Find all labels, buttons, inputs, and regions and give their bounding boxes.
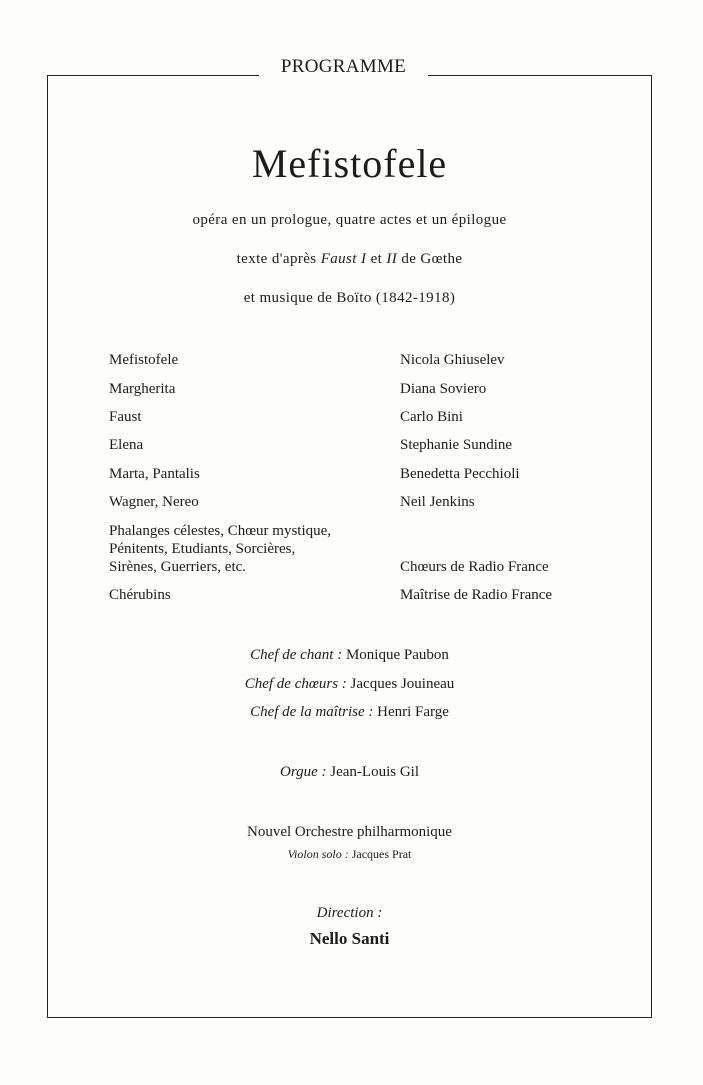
orchestra-name: Nouvel Orchestre philharmonique: [247, 824, 452, 840]
credit-label: Chef de chœurs :: [244, 676, 347, 692]
cast-performer: Neil Jenkins: [400, 494, 475, 510]
cast-performer: Nicola Ghiuselev: [400, 352, 505, 368]
header-rule-left: [47, 75, 259, 76]
frame-right-border: [651, 75, 652, 1018]
cast-performer: Maîtrise de Radio France: [400, 587, 553, 603]
cast-performer: Stephanie Sundine: [400, 437, 513, 453]
cast-performer: Chœurs de Radio France: [400, 559, 549, 575]
cast-performer: Diana Soviero: [400, 381, 487, 397]
cast-role: Faust: [109, 409, 142, 425]
work-title: Mefistofele: [251, 141, 448, 186]
cast-performer: Carlo Bini: [400, 409, 463, 425]
cast-role: Wagner, Nereo: [109, 494, 199, 510]
header-rule-right: [428, 75, 652, 76]
credit-name: Henri Farge: [377, 704, 449, 720]
direction-label: Direction :: [316, 905, 383, 921]
cast-role: Mefistofele: [109, 352, 179, 368]
credit-orgue: [48, 764, 651, 781]
cast-role-line: Phalanges célestes, Chœur mystique,: [109, 523, 332, 539]
cast-role: Margherita: [109, 381, 176, 397]
credit-label: Chef de chant :: [250, 647, 343, 663]
work-subtitle-text-source: [48, 251, 651, 268]
frame-bottom-border: [47, 1017, 652, 1018]
credit-name: Jacques Jouineau: [350, 676, 455, 692]
text-source-suffix: de Gœthe: [401, 251, 463, 267]
work-subtitle-music: et musique de Boïto (1842-1918): [243, 290, 456, 306]
credit-label: Orgue :: [279, 764, 327, 780]
text-source-work2: II: [386, 251, 398, 267]
credit-chef-de-choeurs: [48, 676, 651, 693]
credit-chef-de-chant: [48, 647, 651, 664]
cast-role-line: Pénitents, Etudiants, Sorcières,: [109, 541, 296, 557]
text-source-et: et: [370, 251, 383, 267]
cast-role: Elena: [109, 437, 144, 453]
text-source-work1: Faust I: [320, 251, 367, 267]
orchestra-violon-solo: [48, 847, 651, 862]
header-title: PROGRAMME: [280, 56, 407, 77]
cast-role: Marta, Pantalis: [109, 466, 200, 482]
credit-chef-de-la-maitrise: [48, 704, 651, 721]
credit-name: Monique Paubon: [345, 647, 449, 663]
direction-name: Nello Santi: [309, 929, 390, 948]
cast-role-line: Sirènes, Guerriers, etc.: [109, 559, 247, 575]
cast-performer: Benedetta Pecchioli: [400, 466, 520, 482]
credit-label: Violon solo :: [287, 847, 349, 861]
credit-label: Chef de la maîtrise :: [250, 704, 374, 720]
cast-role-multiline: [109, 522, 331, 576]
work-subtitle-genre: opéra en un prologue, quatre actes et un épilogue: [192, 212, 507, 228]
credit-name: Jean-Louis Gil: [330, 764, 419, 780]
text-source-prefix: texte d'après: [236, 251, 317, 267]
credit-name: Jacques Prat: [351, 847, 412, 861]
cast-role: Chérubins: [109, 587, 171, 603]
